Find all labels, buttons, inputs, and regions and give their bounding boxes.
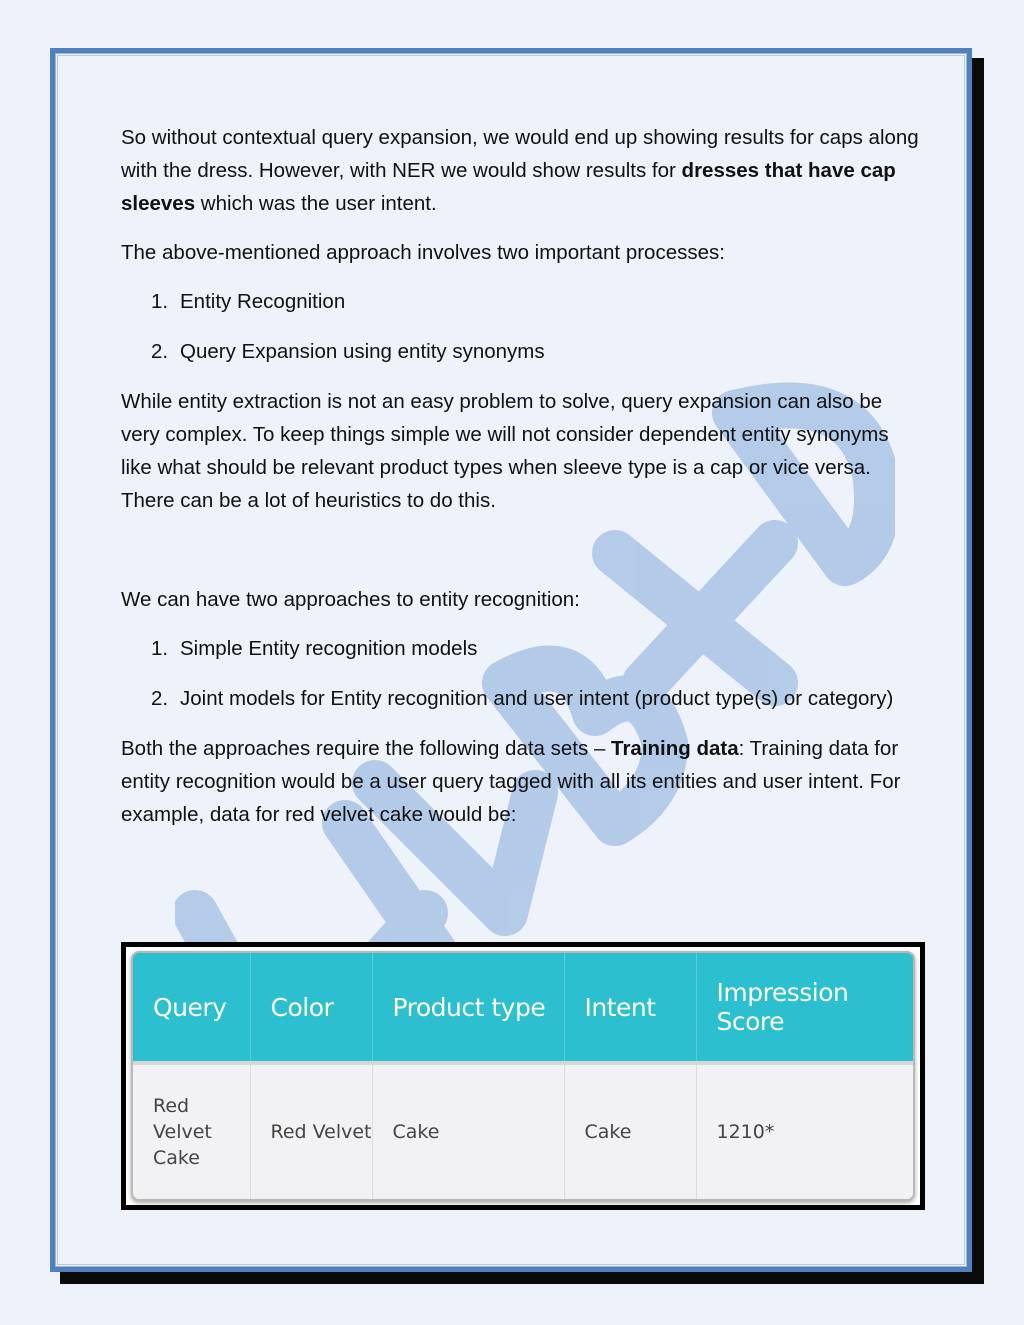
table-header-row	[133, 953, 913, 1063]
header-intent: Intent	[564, 953, 696, 1063]
paragraph-two-approaches: We can have two approaches to entity recognition:	[121, 588, 580, 611]
paragraph-text: : Training data for entity recognition would be a user query tagged with all its entities and user intent. For example, data for red velvet cake would be:	[121, 737, 901, 826]
paragraph-ner-intro	[121, 121, 921, 220]
paragraph-text: So without contextual query expansion, we would end up showing results for caps along with the dress. However, with NER we would show results for	[121, 126, 919, 182]
approach-list	[121, 632, 921, 715]
list-number: 2.	[151, 687, 169, 710]
list-item-text: Simple Entity recognition models	[180, 637, 478, 660]
cell-intent: Cake	[564, 1063, 696, 1199]
table-image-frame	[121, 942, 925, 1210]
list-number: 1.	[151, 290, 169, 313]
list-item	[121, 632, 921, 665]
paragraph-entity-extraction: While entity extraction is not an easy problem to solve, query expansion can also be very complex. To keep things simple we will not consider dependent entity synonyms like what should be relevant product types when sleeve type is a cap or vice versa. There can be a lot of heuristics to do this.	[121, 390, 889, 512]
paragraph-text: which was the user intent.	[195, 192, 437, 215]
process-list	[121, 285, 921, 368]
bold-phrase: Training data	[611, 737, 739, 760]
header-query: Query	[133, 953, 250, 1063]
header-impression-score: Impression Score	[696, 953, 913, 1063]
page-border	[50, 48, 972, 1272]
list-item	[121, 285, 921, 318]
paragraph-text: Both the approaches require the following data sets –	[121, 737, 612, 760]
list-item-text: Joint models for Entity recognition and user intent (product type(s) or category)	[180, 687, 894, 710]
cell-query: Red Velvet Cake	[133, 1063, 250, 1199]
document-body	[121, 121, 921, 847]
header-product-type: Product type	[372, 953, 564, 1063]
paragraph-training-data	[121, 732, 921, 831]
list-item	[121, 335, 921, 368]
list-number: 2.	[151, 340, 169, 363]
list-item-text: Entity Recognition	[180, 290, 346, 313]
paragraph-approach: The above-mentioned approach involves two important processes:	[121, 241, 725, 264]
training-data-table	[131, 951, 915, 1201]
cell-product-type: Cake	[372, 1063, 564, 1199]
list-item-text: Query Expansion using entity synonyms	[180, 340, 545, 363]
header-color: Color	[250, 953, 372, 1063]
cell-color: Red Velvet	[250, 1063, 372, 1199]
bold-phrase: dresses that have cap sleeves	[121, 159, 896, 215]
spacer	[121, 533, 921, 583]
list-number: 1.	[151, 637, 169, 660]
table-row	[133, 1063, 913, 1199]
cell-impression-score: 1210*	[716, 1121, 775, 1143]
list-item	[121, 682, 921, 715]
